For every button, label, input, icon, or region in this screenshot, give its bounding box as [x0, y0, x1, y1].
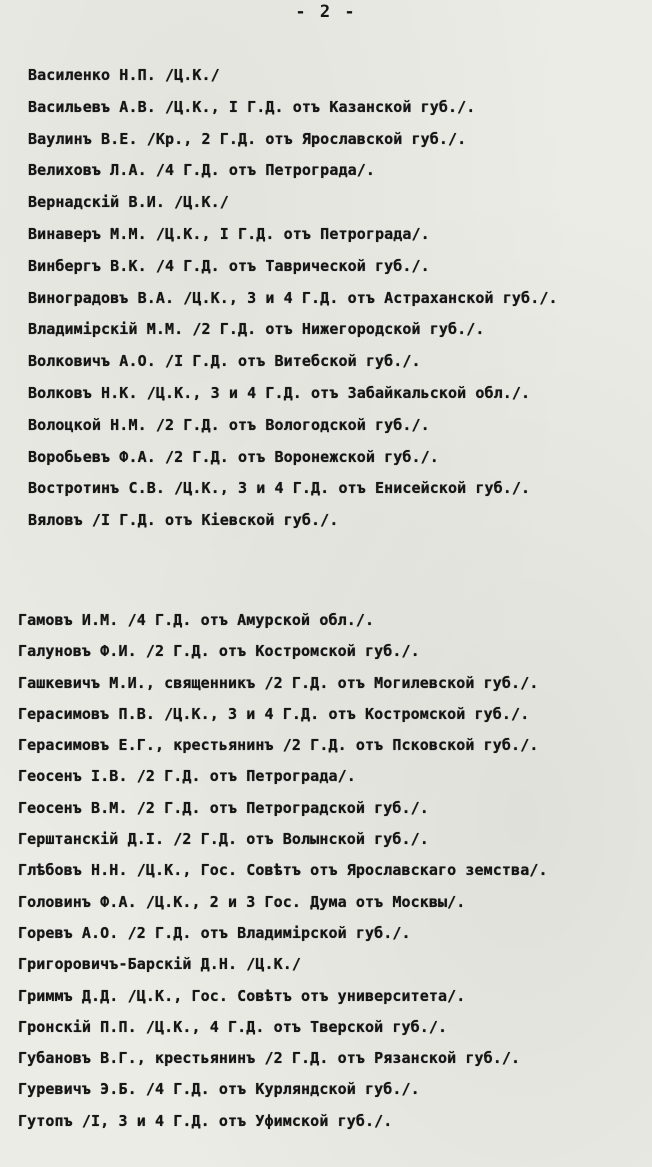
page-number: - 2 -: [295, 2, 357, 22]
list-entry: Глѣбовъ Н.Н. /Ц.К., Гос. Совѣтъ отъ Ярославскаго земства/.: [18, 861, 548, 880]
list-entry: Востротинъ С.В. /Ц.К., 3 и 4 Г.Д. отъ Енисейской губ./.: [28, 479, 531, 498]
list-entry: Гутопъ /I, 3 и 4 Г.Д. отъ Уфимской губ./.: [18, 1111, 393, 1130]
list-entry: Владимірскій М.М. /2 Г.Д. отъ Нижегородской губ./.: [28, 320, 485, 339]
list-entry: Галуновъ Ф.И. /2 Г.Д. отъ Костромской губ./.: [18, 642, 420, 661]
list-entry: Василенко Н.П. /Ц.К./: [28, 66, 220, 84]
entry-list-section-g: [18, 605, 652, 1137]
list-entry: Геосенъ I.В. /2 Г.Д. отъ Петрограда/.: [18, 767, 356, 786]
list-entry: Гашкевичъ М.И., священникъ /2 Г.Д. отъ Могилевской губ./.: [18, 673, 539, 692]
list-entry: Гриммъ Д.Д. /Ц.К., Гос. Совѣтъ отъ университета/.: [18, 986, 466, 1005]
list-entry: Герасимовъ Е.Г., крестьянинъ /2 Г.Д. отъ Псковской губ./.: [18, 736, 539, 755]
list-entry: Волковъ Н.К. /Ц.К., 3 и 4 Г.Д. отъ Забайкальской обл./.: [28, 383, 531, 402]
list-entry: Велиховъ Л.А. /4 Г.Д. отъ Петрограда/.: [28, 161, 375, 180]
list-entry: Виноградовъ В.А. /Ц.К., 3 и 4 Г.Д. отъ Астраханской губ./.: [28, 288, 558, 307]
list-entry: Винбергъ В.К. /4 Г.Д. отъ Таврической губ./.: [28, 256, 430, 275]
list-entry: Ваулинъ В.Е. /Кр., 2 Г.Д. отъ Ярославской губ./.: [28, 129, 467, 148]
list-entry: Горевъ А.О. /2 Г.Д. отъ Владимірской губ./.: [18, 923, 411, 942]
list-entry: Волоцкой Н.М. /2 Г.Д. отъ Вологодской губ./.: [28, 415, 430, 434]
list-entry: Васильевъ А.В. /Ц.К., I Г.Д. отъ Казанской губ./.: [28, 97, 476, 116]
list-entry: Вяловъ /I Г.Д. отъ Кіевской губ./.: [28, 511, 339, 530]
list-entry: Геосенъ В.М. /2 Г.Д. отъ Петроградской губ./.: [18, 798, 429, 817]
list-entry: Григоровичъ-Барскій Д.Н. /Ц.К./: [18, 955, 302, 974]
list-entry: Губановъ В.Г., крестьянинъ /2 Г.Д. отъ Рязанской губ./.: [18, 1049, 521, 1068]
list-entry: Вернадскій В.И. /Ц.К./: [28, 193, 229, 212]
list-entry: Гуревичъ Э.Б. /4 Г.Д. отъ Курляндской губ./.: [18, 1080, 420, 1099]
list-entry: Герштанскій Д.I. /2 Г.Д. отъ Волынской губ./.: [18, 830, 429, 849]
list-entry: Винаверъ М.М. /Ц.К., I Г.Д. отъ Петрограда/.: [28, 224, 430, 243]
list-entry: Гронскій П.П. /Ц.К., 4 Г.Д. отъ Тверской губ./.: [18, 1017, 448, 1036]
list-entry: Головинъ Ф.А. /Ц.К., 2 и 3 Гос. Дума отъ Москвы/.: [18, 892, 466, 911]
list-entry: Герасимовъ П.В. /Ц.К., 3 и 4 Г.Д. отъ Костромской губ./.: [18, 704, 530, 723]
list-entry: Воробьевъ Ф.А. /2 Г.Д. отъ Воронежской губ./.: [28, 447, 439, 466]
list-entry: Волковичъ А.О. /I Г.Д. отъ Витебской губ./.: [28, 352, 421, 371]
list-entry: Гамовъ И.М. /4 Г.Д. отъ Амурской обл./.: [18, 611, 375, 629]
entry-list-section-v: [28, 60, 652, 537]
